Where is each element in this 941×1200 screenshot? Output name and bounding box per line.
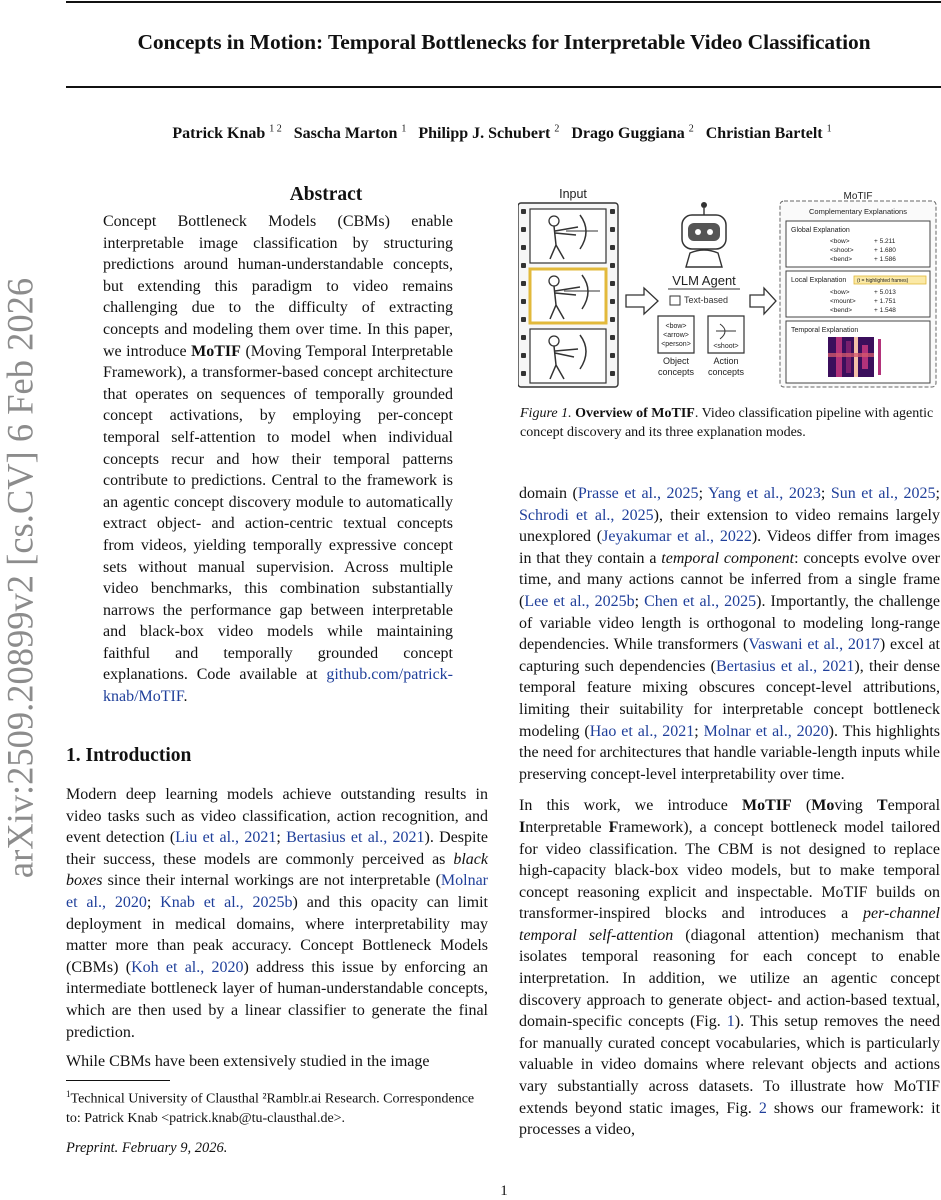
global-concept: <shoot>	[830, 247, 854, 254]
italic-text: temporal component	[661, 549, 795, 567]
citation-link[interactable]: 2	[758, 1099, 767, 1117]
bold-text: T	[876, 797, 888, 815]
temporal-title: Temporal Explanation	[791, 327, 859, 334]
citation-link[interactable]: Chen et al., 2025	[644, 592, 757, 610]
video-frame-3	[530, 329, 606, 383]
affiliation-footnote	[66, 1085, 488, 1128]
caption-text: . Video classification pipeline with agentic concept discovery and its three explanation modes.	[520, 406, 934, 440]
author-list	[0, 124, 941, 143]
citation-link[interactable]: Liu et al., 2021	[175, 829, 277, 847]
local-concept: <mount>	[830, 298, 856, 305]
author-affiliation: 1 2	[269, 124, 282, 135]
intro-paragraph-2: While CBMs have been extensively studied in the image	[66, 1053, 430, 1071]
section-heading-introduction: 1. Introduction	[66, 745, 192, 766]
bold-text: F	[608, 818, 619, 836]
preprint-note: Preprint. February 9, 2026.	[66, 1140, 228, 1156]
author-affiliation: 2	[688, 124, 694, 135]
footnote-rule	[66, 1080, 170, 1081]
object-tag: <person>	[661, 341, 691, 348]
italic-text: black boxes	[66, 850, 488, 890]
citation-link[interactable]: Prasse et al., 2025	[577, 485, 699, 502]
local-highlight-note: (t = highlighted frames)	[857, 278, 909, 284]
object-concepts-scroll	[658, 316, 694, 353]
action-tag: <shoot>	[713, 343, 739, 350]
citation-link[interactable]: Koh et al., 2020	[131, 958, 244, 976]
arxiv-sidebar	[0, 0, 40, 1200]
bold-text: MoTIF	[742, 797, 792, 815]
right-paragraph-2: In this work, we introduce MoTIF (Moving Temporal Interpretable Framework), a concept bottleneck model tailored for video classification. The CBM is not designed to replace high-capacity black-box video models, but to make temporal concept reasoning explicit and inspectable. MoTIF builds on transformer-inspired blocks and introduces a per-channel temporal self-attention (diagonal attention) mechanism that isolates temporal reasoning for each concept to enable interpretation. In addition, we utilize an agentic concept discovery approach to generate object- and action-based textual, domain-specific concepts (Fig. 1). This setup removes the need for manually curated concept vocabularies, which is particularly valuable in video domains where relevant objects and actions vary substantially across datasets. To illustrate how MoTIF extends beyond static images, Fig. 2 shows our framework: it processes a video,	[519, 797, 941, 1139]
action-concepts-scroll	[708, 316, 744, 353]
citation-link[interactable]: Bertasius et al., 2021	[716, 657, 855, 675]
local-explanation-box	[786, 271, 930, 317]
author-name: Philipp J. Schubert $^2$	[418, 124, 560, 143]
text-icon	[670, 296, 680, 305]
arxiv-identifier: arXiv:2509.20899v2 [cs.CV] 6 Feb 2026	[0, 277, 41, 879]
citation-link[interactable]: Knab et al., 2025b	[160, 893, 293, 911]
global-score: + 5.211	[874, 238, 896, 245]
citation-link[interactable]: Molnar et al., 2020	[703, 722, 829, 740]
temporal-heatmap	[828, 337, 881, 377]
abstract-body	[103, 211, 453, 708]
title-rule	[66, 86, 941, 88]
bold-text: I	[519, 818, 526, 836]
object-concepts-label: Object concepts	[657, 356, 695, 377]
footnote-text: Technical University of Clausthal ²Ramblr.ai Research. Correspondence to: Patrick Knab <patrick.knab@tu-clausthal.de>.	[66, 1091, 475, 1126]
object-tag: <bow>	[665, 323, 687, 330]
temporal-explanation-box	[786, 321, 930, 383]
citation-link[interactable]: Lee et al., 2025b	[524, 592, 635, 610]
paper-title: Concepts in Motion: Temporal Bottlenecks for Interpretable Video Classification	[137, 30, 871, 54]
action-concepts-label: Action concepts	[707, 356, 745, 377]
page-number: 1	[500, 1183, 508, 1199]
citation-link[interactable]: 1	[726, 1013, 735, 1031]
global-title: Global Explanation	[791, 227, 850, 234]
author-name: Drago Guggiana $^2$	[571, 124, 694, 143]
local-score: + 1.751	[874, 298, 896, 305]
top-rule	[66, 1, 941, 3]
local-score: + 5.013	[874, 289, 896, 296]
bold-text: Mo	[811, 797, 835, 815]
global-concept: <bend>	[830, 256, 853, 263]
author-affiliation: 1	[401, 124, 407, 135]
citation-link[interactable]: github.com/patrick-knab/MoTIF	[103, 666, 453, 706]
citation-link[interactable]: Yang et al., 2023	[707, 485, 821, 502]
global-concept: <bow>	[830, 238, 850, 245]
author-name: Sascha Marton $^1$	[293, 124, 407, 143]
figure-1-caption	[520, 404, 940, 442]
citation-link[interactable]: Molnar et al., 2020	[66, 872, 488, 911]
intro-paragraph-1: Modern deep learning models achieve outstanding results in video tasks such as video classification, action recognition, and event detection (Liu et al., 2021; Bertasius et al., 2021). Despite their success, these models are commonly perceived as black boxes since their internal workings are not interpretable (Molnar et al., 2020; Knab et al., 2025b) and this opacity can limit deployment in medical domains, where interpretability may matter more than peak accuracy. Concept Bottleneck Models (CBMs) (Koh et al., 2020) address this issue by enforcing an intermediate bottleneck layer of human-understandable concepts, which are then used by a linear classifier to generate the final prediction.	[66, 786, 489, 1041]
right-column-body	[519, 483, 940, 1141]
introduction-body	[66, 784, 488, 1073]
object-tag: <arrow>	[663, 332, 689, 339]
citation-link[interactable]: Bertasius et al., 2021	[286, 829, 425, 847]
local-title: Local Explanation	[791, 277, 847, 284]
bold-text: MoTIF	[191, 342, 241, 360]
citation-link[interactable]: Hao et al., 2021	[589, 722, 695, 740]
author-name: Christian Bartelt $^1$	[705, 124, 832, 143]
figure-input-label: Input	[559, 187, 587, 201]
video-frame-2-highlighted	[530, 269, 606, 323]
global-explanation-box	[786, 221, 930, 267]
local-score: + 1.548	[874, 307, 896, 314]
arrow-to-agent	[626, 288, 658, 314]
robot-icon	[682, 202, 726, 267]
video-frame-1	[530, 209, 606, 263]
panel-title: MoTIF	[843, 191, 873, 202]
text-based-label: Text-based	[683, 295, 729, 305]
abstract-heading: Abstract	[289, 184, 363, 205]
citation-link[interactable]: Schrodi et al., 2025	[519, 506, 654, 524]
right-paragraph-1: domain (Prasse et al., 2025; Yang et al., 2023; Sun et al., 2025; Schrodi et al., 2025), their extension to video remains largely unexplored (Jeyakumar et al., 2022). Videos differ from images in that they contain a temporal component: concepts evolve over time, and many actions cannot be inferred from a single frame (Lee et al., 2025b; Chen et al., 2025). Importantly, the challenge of variable video length is orthogonal to modeling long-range dependencies. While transformers (Vaswani et al., 2017) excel at capturing such dependencies (Bertasius et al., 2021), their dense temporal feature mixing obscures concept-level attributions, limiting their suitability for interpretable concept bottleneck modeling (Hao et al., 2021; Molnar et al., 2020). This highlights the need for architectures that handle variable-length inputs while preserving concept-level interpretability over time.	[519, 485, 941, 783]
author-affiliation: 1	[826, 124, 832, 135]
caption-label: Figure 1.	[520, 406, 572, 421]
arrow-to-panel	[750, 288, 776, 314]
local-concept: <bow>	[830, 289, 850, 296]
global-score: + 1.586	[874, 256, 896, 263]
vlm-agent-label: VLM Agent	[672, 273, 736, 288]
footnote-marker: 1	[66, 1089, 71, 1099]
citation-link[interactable]: Vaswani et al., 2017	[748, 636, 880, 654]
global-score: + 1.680	[874, 247, 896, 254]
panel-subtitle: Complementary Explanations	[809, 207, 907, 216]
citation-link[interactable]: Sun et al., 2025	[830, 485, 936, 502]
abstract-paragraph: Concept Bottleneck Models (CBMs) enable interpretable image classification by structuring predictions around human-understandable concepts, but extending this paradigm to video remains challenging due to the difficulty of extracting concepts and modeling them over time. In this paper, we introduce MoTIF (Moving Temporal Interpretable Framework), a transformer-based concept architecture that operates on sequences of temporally grounded concept activations, by employing per-concept temporal self-attention to model when individual concepts recur and how their temporal patterns contribute to predictions. Central to the framework is an agentic concept discovery module to automatically extract object- and action-centric textual concepts from videos, yielding temporally expressive concept sets without manual supervision. Across multiple video benchmarks, this combination substantially narrows the performance gap between interpretable and black-box video models while maintaining faithful and temporally grounded concept explanations. Code available at github.com/patrick-knab/MoTIF.	[103, 213, 454, 706]
figure-1-overview	[518, 183, 938, 389]
italic-text: per-channel temporal self-attention	[519, 905, 940, 944]
author-affiliation: 2	[554, 124, 560, 135]
local-concept: <bend>	[830, 307, 853, 314]
caption-bold: Overview of MoTIF	[575, 406, 695, 421]
author-name: Patrick Knab $^{1 2}$	[172, 124, 282, 143]
citation-link[interactable]: Jeyakumar et al., 2022	[602, 528, 752, 546]
